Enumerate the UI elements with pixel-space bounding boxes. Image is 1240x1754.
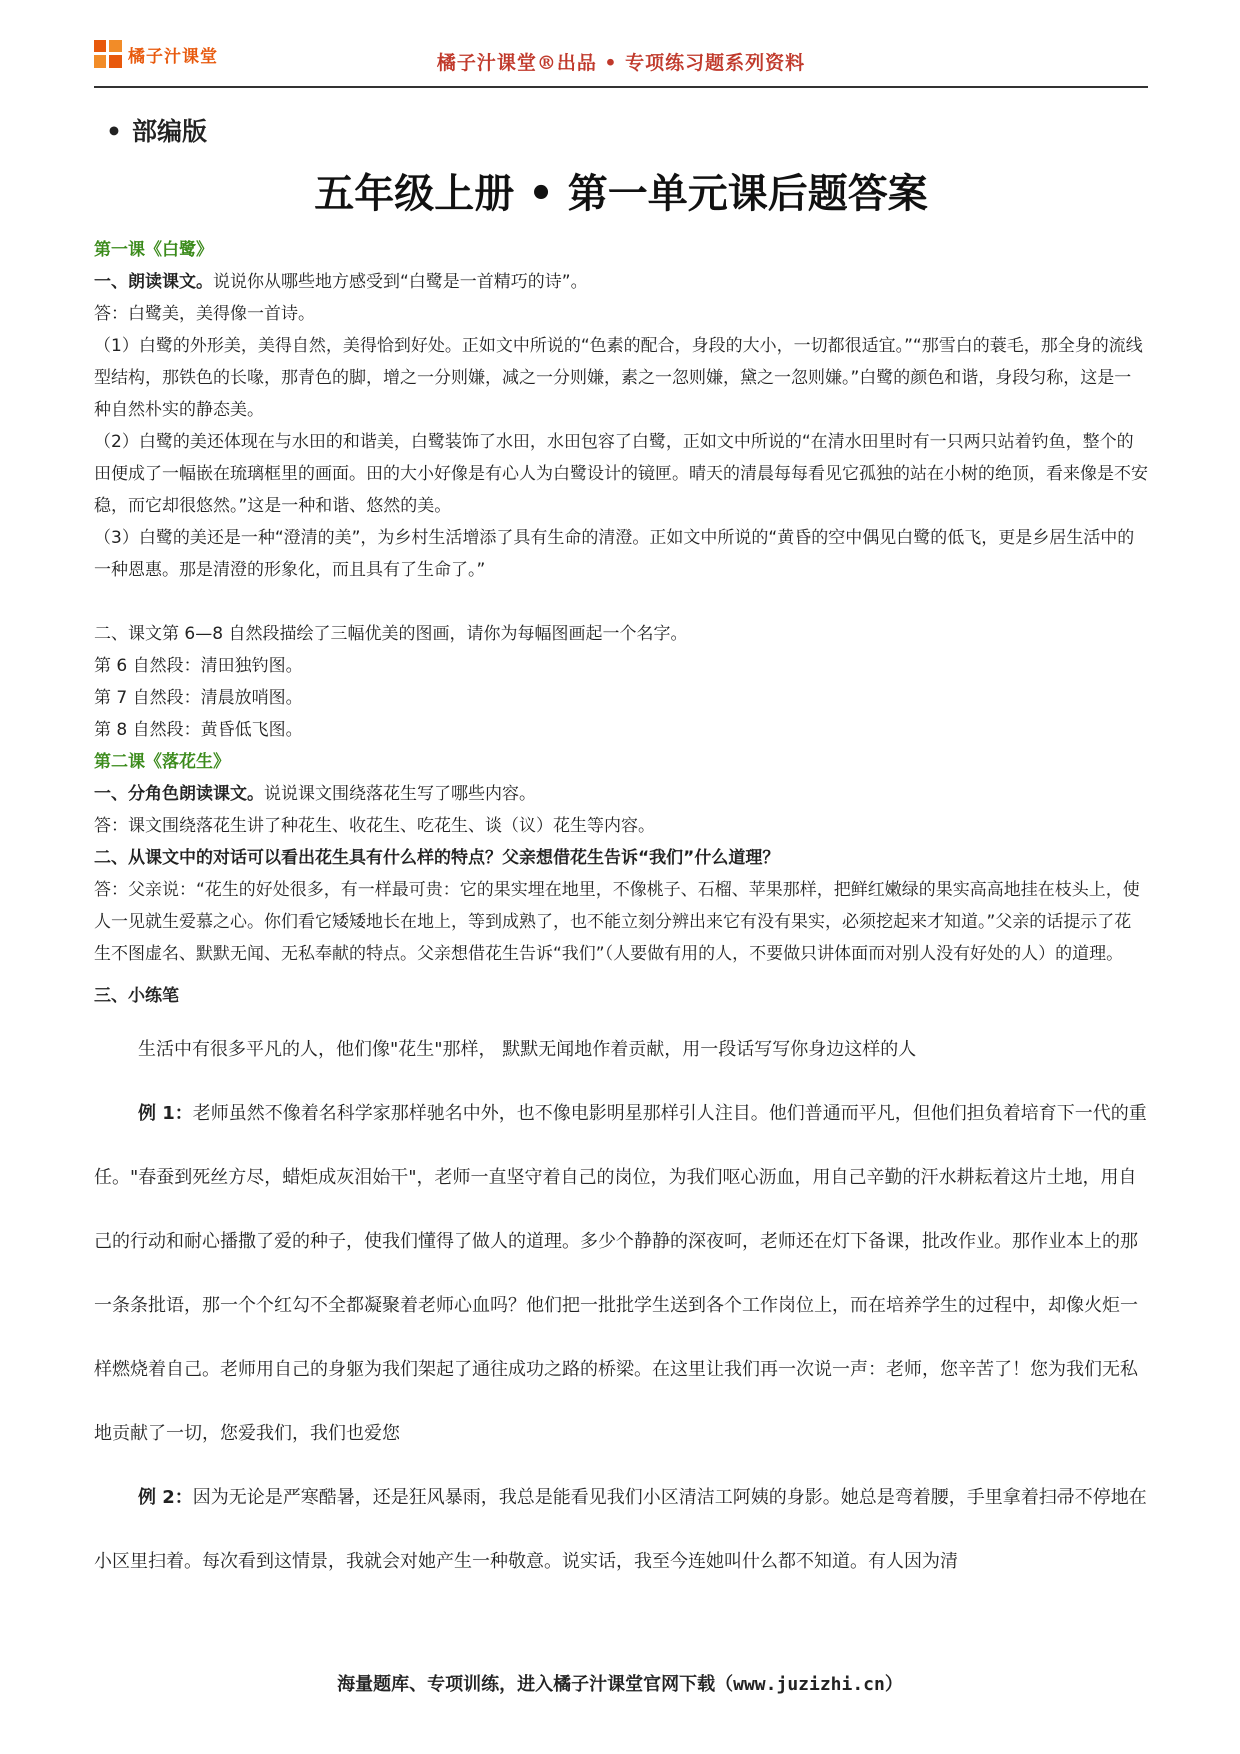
lesson1-answer1-point1: （1）白鹭的外形美，美得自然，美得恰到好处。正如文中所说的“色素的配合，身段的大小，一切都很适宜。”“那雪白的蓑毛，那全身的流线型结构，那铁色的长喙，那青色的脚，增之一分则嫌，减之一分则嫌，素之一忽则嫌，黛之一忽则嫌。”白鹭的颜色和谐，身段匀称，这是一种自然朴实的静态美。: [94, 336, 1143, 420]
lesson2-question1: 一、分角色朗读课文。说说课文围绕落花生写了哪些内容。: [94, 784, 536, 804]
example-1: 例 1：老师虽然不像着名科学家那样驰名中外，也不像电影明星那样引人注目。他们普通而平凡，但他们担负着培育下一代的重任。"春蚕到死丝方尽，蜡炬成灰泪始干"，老师一直坚守着自己的岗位，为我们呕心沥血，用自己辛勤的汗水耕耘着这片土地，用自己的行动和耐心播撒了爱的种子，使我们懂得了做人的道理。多少个静静的深夜呵，老师还在灯下备课，批改作业。那作业本上的那一条条批语，那一个个红勾不全都凝聚着老师心血吗？他们把一批批学生送到各个工作岗位上，而在培养学生的过程中，却像火炬一样燃烧着自己。老师用自己的身躯为我们架起了通往成功之路的桥梁。在这里让我们再一次说一声：老师，您辛苦了！您为我们无私地贡献了一切，您爱我们，我们也爱您: [94, 1103, 1147, 1444]
edition-label: • 部编版: [106, 117, 207, 146]
lesson1-title: 第一课《白鹭》: [94, 240, 213, 260]
logo-text: 橘子汁课堂: [128, 46, 218, 67]
page-header: [94, 40, 1148, 84]
lesson2-answer1: 答：课文围绕落花生讲了种花生、收花生、吃花生、谈（议）花生等内容。: [94, 816, 655, 836]
lesson1-question1: 一、朗读课文。说说你从哪些地方感受到“白鹭是一首精巧的诗”。: [94, 272, 588, 292]
main-content: [94, 112, 1148, 1594]
lesson1-answer1-point3: （3）白鹭的美还是一种“澄清的美”，为乡村生活增添了具有生命的清澄。正如文中所说的“黄昏的空中偶见白鹭的低飞，更是乡居生活中的一种恩惠。那是清澄的形象化，而且具有了生命了。”: [94, 528, 1135, 580]
header-divider: [94, 86, 1148, 88]
lesson1-answer1: 答：白鹭美，美得像一首诗。: [94, 304, 315, 324]
example-2: 例 2：因为无论是严寒酷暑，还是狂风暴雨，我总是能看见我们小区清洁工阿姨的身影。她总是弯着腰，手里拿着扫帚不停地在小区里扫着。每次看到这情景，我就会对她产生一种敬意。说实话，我至今连她叫什么都不知道。有人因为清: [94, 1487, 1147, 1572]
lesson2-question2: 二、从课文中的对话可以看出花生具有什么样的特点？父亲想借花生告诉“我们”什么道理？: [94, 848, 780, 868]
lesson1-question2: 二、课文第 6—8 自然段描绘了三幅优美的图画，请你为每幅图画起一个名字。: [94, 624, 688, 644]
header-title: 橘子汁课堂®出品 • 专项练习题系列资料: [436, 52, 806, 74]
writing-prompt: 生活中有很多平凡的人，他们像"花生"那样， 默默无闻地作着贡献，用一段话写写你身边这样的人: [138, 1039, 917, 1060]
document-title: 五年级上册 • 第一单元课后题答案: [314, 171, 928, 217]
lesson1-answer2-line: 第 6 自然段：清田独钓图。: [94, 656, 303, 676]
bullet-icon: •: [106, 117, 122, 146]
lesson1-answer2-line: 第 8 自然段：黄昏低飞图。: [94, 720, 303, 740]
lesson2-answer2: 答：父亲说：“花生的好处很多，有一样最可贵：它的果实埋在地里，不像桃子、石榴、苹果那样，把鲜红嫩绿的果实高高地挂在枝头上，使人一见就生爱慕之心。你们看它矮矮地长在地上，等到成熟了，也不能立刻分辨出来它有没有果实，必须挖起来才知道。”父亲的话提示了花生不图虚名、默默无闻、无私奉献的特点。父亲想借花生告诉“我们”（人要做有用的人，不要做只讲体面而对别人没有好处的人）的道理。: [94, 880, 1140, 964]
practice-writing: [94, 1018, 1148, 1594]
lesson1-answer2-line: 第 7 自然段：清晨放哨图。: [94, 688, 303, 708]
lesson2-title: 第二课《落花生》: [94, 752, 230, 772]
lesson2-question3: 三、小练笔: [94, 986, 179, 1006]
lesson1-answer1-point2: （2）白鹭的美还体现在与水田的和谐美，白鹭装饰了水田，水田包容了白鹭，正如文中所说的“在清水田里时有一只两只站着钓鱼，整个的田便成了一幅嵌在琉璃框里的画面。田的大小好像是有心人为白鹭设计的镜匣。晴天的清晨每每看见它孤独的站在小树的绝顶，看来像是不安稳，而它却很悠然。”这是一种和谐、悠然的美。: [94, 432, 1148, 516]
page-footer: 海量题库、专项训练，进入橘子汁课堂官网下载（www.juzizhi.cn）: [337, 1674, 903, 1695]
